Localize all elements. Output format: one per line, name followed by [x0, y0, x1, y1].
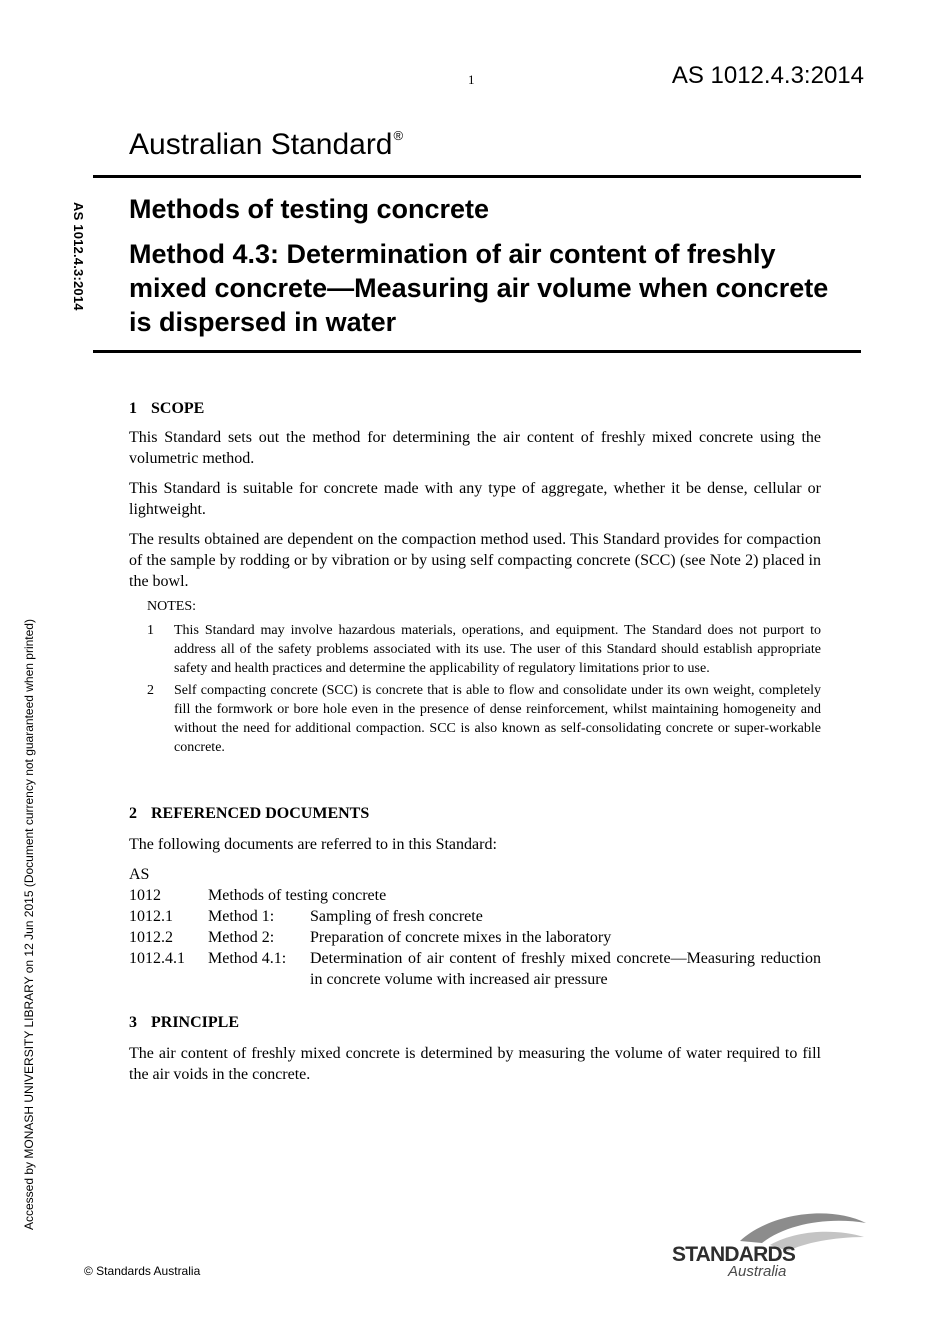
section-heading: [129, 803, 821, 824]
note-item: [147, 681, 821, 757]
reference-title: Preparation of concrete mixes in the laboratory: [310, 929, 612, 946]
reference-code: 1012.2: [129, 929, 173, 946]
section-references: [129, 803, 821, 990]
table-row: [129, 906, 821, 927]
note-number: 2: [147, 683, 154, 698]
reference-method: Methods of testing concrete: [208, 887, 387, 904]
table-row: [129, 885, 821, 906]
paragraph: This Standard sets out the method for determining the air content of freshly mixed concrete using the volumetric method.: [129, 429, 821, 467]
reference-method: Method 1:: [208, 908, 275, 925]
side-standard-code: AS 1012.4.3:2014: [71, 202, 86, 311]
registered-mark: ®: [393, 128, 404, 143]
brand-title-text: Australian Standard: [129, 128, 393, 161]
standard-code: AS 1012.4.3:2014: [671, 62, 864, 89]
section-number: 3: [129, 1014, 137, 1031]
logo-text-australia: Australia: [728, 1263, 787, 1280]
paragraph: The following documents are referred to in this Standard:: [129, 836, 497, 853]
paragraph: The results obtained are dependent on the compaction method used. This Standard provides for compaction of the sample by rodding or by vibration or by using self compacting concrete (SCC) (see Note 2) placed in the bowl.: [129, 531, 821, 590]
note-text: This Standard may involve hazardous materials, operations, and equipment. The Standard does not purport to address all of the safety problems associated with its use. The user of this Standard should establish appropriate safety and health practices and determine the applicability of regulatory limitations prior to use.: [174, 623, 821, 676]
reference-method: Method 4.1:: [208, 950, 287, 967]
section-heading: [129, 398, 821, 419]
note-item: [147, 621, 821, 678]
note-text: Self compacting concrete (SCC) is concrete that is able to flow and consolidate under its own weight, completely fill the formwork or bore hole even in the presence of dense reinforcement, whilst maintaining homogeneity and without the need for additional compaction. SCC is also known as self-consolidating concrete or super-workable concrete.: [174, 683, 821, 755]
logo-text-standards: STANDARDS: [672, 1243, 796, 1266]
copyright-notice: © Standards Australia: [84, 1264, 201, 1278]
section-scope: [129, 398, 821, 760]
top-rule: [93, 175, 861, 178]
reference-group-label: AS: [129, 866, 150, 883]
section-heading-text: REFERENCED DOCUMENTS: [151, 805, 370, 822]
standards-australia-logo: [670, 1207, 870, 1282]
page-number: 1: [468, 72, 475, 87]
section-heading: [129, 1012, 821, 1033]
section-number: 1: [129, 400, 137, 417]
note-number: 1: [147, 623, 154, 638]
section-principle: [129, 1012, 821, 1094]
section-heading-text: PRINCIPLE: [151, 1014, 240, 1031]
brand-title: [129, 128, 403, 162]
reference-code: 1012.4.1: [129, 950, 185, 967]
reference-code: 1012.1: [129, 908, 173, 925]
reference-title: Sampling of fresh concrete: [310, 908, 483, 925]
notes-label: NOTES:: [147, 599, 196, 614]
reference-code: 1012: [129, 887, 161, 904]
bottom-rule: [93, 350, 861, 353]
table-row: [129, 948, 821, 990]
paragraph: The air content of freshly mixed concrete is determined by measuring the volume of water required to fill the air voids in the concrete.: [129, 1045, 821, 1083]
reference-title: Determination of air content of freshly mixed concrete—Measuring reduction in concrete volume with increased air pressure: [310, 950, 821, 988]
section-number: 2: [129, 805, 137, 822]
paragraph: This Standard is suitable for concrete made with any type of aggregate, whether it be dense, cellular or lightweight.: [129, 480, 821, 518]
table-row: [129, 927, 821, 948]
document-title: Methods of testing concrete: [129, 194, 490, 224]
access-watermark: Accessed by MONASH UNIVERSITY LIBRARY on 12 Jun 2015 (Document currency not guaranteed when printed): [22, 619, 36, 1230]
section-heading-text: SCOPE: [151, 400, 205, 417]
references-table: [129, 885, 821, 990]
document-subtitle: Method 4.3: Determination of air content of freshly mixed concrete—Measuring air volume when concrete is dispersed in water: [129, 239, 829, 337]
reference-method: Method 2:: [208, 929, 275, 946]
